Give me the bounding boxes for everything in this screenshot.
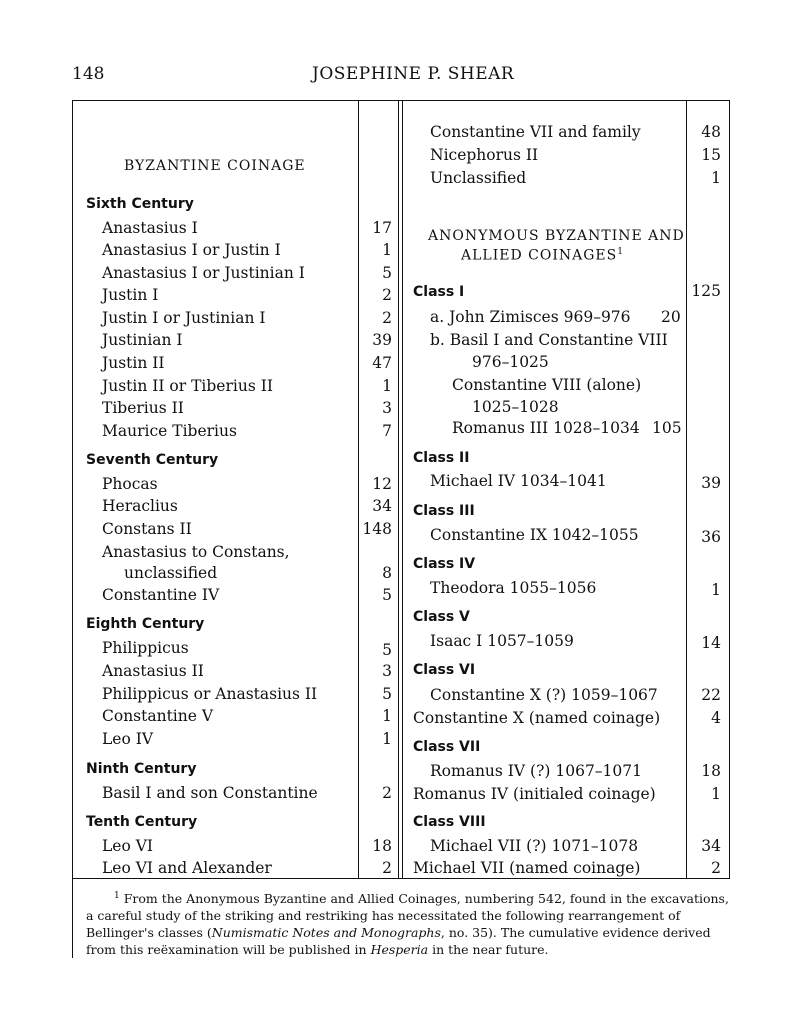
list-item: Maurice Tiberius	[102, 422, 237, 440]
count: 8	[382, 564, 392, 582]
count: 1	[711, 785, 721, 803]
footnote-left-border	[72, 878, 73, 958]
count: 17	[372, 219, 392, 237]
footnote-citation: Numismatic Notes and Monographs	[211, 925, 441, 940]
left-title: BYZANTINE COINAGE	[124, 158, 306, 174]
count: 47	[372, 354, 392, 372]
count: 34	[701, 837, 721, 855]
class-heading: Class VIII	[413, 814, 486, 830]
anon-title-line2: ALLIED COINAGES$^1$	[461, 247, 624, 264]
list-item: Constantine VII and family	[430, 123, 641, 141]
class-heading: Class IV	[413, 556, 476, 572]
count: 5	[382, 641, 392, 659]
class-heading: Class II	[413, 450, 470, 466]
list-item: Philippicus or Anastasius II	[102, 685, 318, 703]
list-item: Romanus IV (?) 1067–1071	[430, 762, 643, 780]
list-item: Nicephorus II	[430, 146, 539, 164]
list-item-continued: unclassified	[124, 564, 218, 582]
count: 1	[382, 730, 392, 748]
section-seventh-century: Seventh Century	[86, 452, 219, 468]
count: 2	[711, 859, 721, 877]
center-rule-2	[402, 100, 403, 878]
list-item: Heraclius	[102, 497, 178, 515]
list-item: Constantine V	[102, 707, 214, 725]
count: 2	[382, 286, 392, 304]
count: 39	[701, 474, 721, 492]
count: 36	[701, 528, 721, 546]
list-item: Constans II	[102, 520, 192, 538]
count: 7	[382, 422, 392, 440]
count: 48	[701, 123, 721, 141]
list-item: a. John Zimisces 969–976	[430, 308, 631, 326]
count: 12	[372, 475, 392, 493]
count: 1	[382, 707, 392, 725]
count: 3	[382, 399, 392, 417]
list-item: Basil I and son Constantine	[102, 784, 318, 802]
list-item: Leo VI and Alexander	[102, 859, 272, 877]
subcount: 20	[661, 308, 681, 326]
count: 18	[372, 837, 392, 855]
list-item: Michael VII (?) 1071–1078	[430, 837, 639, 855]
list-item: Constantine X (named coinage)	[413, 709, 661, 727]
footnote-ref: 1	[617, 247, 624, 257]
count: 2	[382, 309, 392, 327]
list-item: Justin I	[102, 286, 159, 304]
center-rule-1	[398, 100, 399, 878]
count: 18	[701, 762, 721, 780]
list-item: Constantine IX 1042–1055	[430, 526, 639, 544]
footnote-text: , no. 35). The cumulative evidence derived	[440, 925, 711, 940]
count: 5	[382, 264, 392, 282]
footnote-line: a careful study of the striking and restriking has necessitated the following rearrangement of	[86, 908, 681, 923]
list-item: b. Basil I and Constantine VIII	[430, 331, 668, 349]
count: 15	[701, 146, 721, 164]
running-head: JOSEPHINE P. SHEAR	[312, 64, 515, 84]
list-item: Romanus III 1028–1034	[452, 419, 640, 437]
footnote-line	[86, 942, 549, 957]
count: 34	[372, 497, 392, 515]
footnote-line	[114, 891, 729, 906]
footnote-line	[86, 925, 711, 940]
list-item: Anastasius II	[102, 662, 204, 680]
list-item: Leo VI	[102, 837, 154, 855]
list-item: Anastasius to Constans,	[102, 543, 290, 561]
section-sixth-century: Sixth Century	[86, 196, 194, 212]
list-item: Unclassified	[430, 169, 527, 187]
list-item: Leo IV	[102, 730, 154, 748]
list-item: Constantine VIII (alone)	[452, 376, 642, 394]
footnote-mark: 1	[114, 891, 120, 901]
footnote-text: from this reëxamination will be published in	[86, 942, 371, 957]
class-heading: Class VI	[413, 662, 476, 678]
count: 3	[382, 662, 392, 680]
list-item: Justin I or Justinian I	[102, 309, 266, 327]
section-ninth-century: Ninth Century	[86, 761, 197, 777]
count: 1	[711, 169, 721, 187]
list-item: Constantine X (?) 1059–1067	[430, 686, 658, 704]
count: 1	[382, 241, 392, 259]
class-heading: Class III	[413, 503, 475, 519]
class-heading: Class VII	[413, 739, 481, 755]
list-item: Anastasius I or Justinian I	[102, 264, 305, 282]
count: 2	[382, 784, 392, 802]
list-item: Michael IV 1034–1041	[430, 472, 607, 490]
count: 4	[711, 709, 721, 727]
footnote-text: From the Anonymous Byzantine and Allied Coinages, numbering 542, found in the excavations,	[123, 891, 729, 907]
top-rule	[72, 100, 730, 101]
footnote-text: in the near future.	[428, 942, 549, 957]
count: 22	[701, 686, 721, 704]
list-item: Isaac I 1057–1059	[430, 632, 574, 650]
list-item: Theodora 1055–1056	[430, 579, 597, 597]
list-item: Anastasius I	[102, 219, 198, 237]
anon-title-line1: ANONYMOUS BYZANTINE AND	[428, 228, 685, 244]
list-item: Justin II or Tiberius II	[102, 377, 273, 395]
list-item: Tiberius II	[102, 399, 184, 417]
count: 39	[372, 331, 392, 349]
class-heading: Class V	[413, 609, 470, 625]
list-item-continued: 1025–1028	[472, 398, 559, 416]
page-number: 148	[72, 64, 105, 84]
count: 148	[362, 520, 392, 538]
footnote-text: Bellinger's classes (	[86, 925, 212, 940]
count: 125	[691, 282, 721, 300]
section-tenth-century: Tenth Century	[86, 814, 198, 830]
list-item: Constantine IV	[102, 586, 220, 604]
list-item: Justin II	[102, 354, 165, 372]
class-heading: Class I	[413, 284, 465, 300]
subcount: 105	[652, 419, 682, 437]
count: 5	[382, 586, 392, 604]
count: 2	[382, 859, 392, 877]
list-item: Philippicus	[102, 639, 189, 657]
list-item: Justinian I	[102, 331, 183, 349]
list-item: Anastasius I or Justin I	[102, 241, 281, 259]
count: 14	[701, 634, 721, 652]
list-item: Michael VII (named coinage)	[413, 859, 641, 877]
list-item-continued: 976–1025	[472, 353, 549, 371]
list-item: Phocas	[102, 475, 158, 493]
section-eighth-century: Eighth Century	[86, 616, 205, 632]
count: 5	[382, 685, 392, 703]
footnote-citation: Hesperia	[370, 942, 429, 957]
right-border	[729, 100, 730, 878]
count: 1	[711, 581, 721, 599]
left-border	[72, 100, 73, 878]
count: 1	[382, 377, 392, 395]
list-item: Romanus IV (initialed coinage)	[413, 785, 656, 803]
bottom-rule	[72, 878, 730, 879]
